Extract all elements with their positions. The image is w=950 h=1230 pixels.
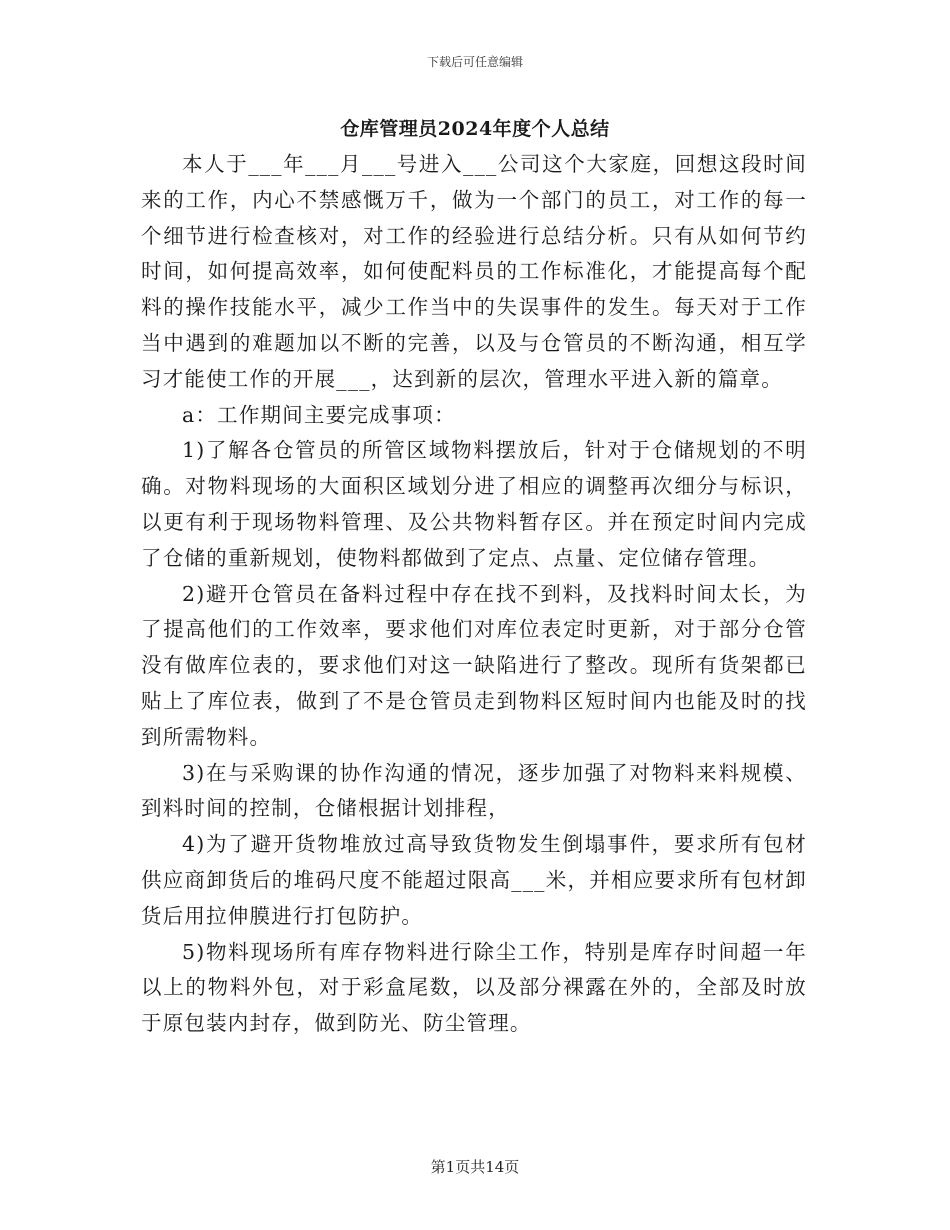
document-body [141,147,807,1042]
item-paragraph-2: 2)避开仓管员在备料过程中存在找不到料，及找料时间太长，为了提高他们的工作效率，要求他们对库位表定时更新，对于部分仓管没有做库位表的，要求他们对这一缺陷进行了整改。现所有货架都已贴上了库位表，做到了不是仓管员走到物料区短时间内也能及时的找到所需物料。 [141,581,807,749]
section-heading-a: a：工作期间主要完成事项： [182,402,456,427]
item-paragraph-5: 5)物料现场所有库存物料进行除尘工作，特别是库存时间超一年以上的物料外包，对于彩盒尾数，以及部分裸露在外的，全部及时放于原包装内封存，做到防光、防尘管理。 [141,939,807,1036]
item-paragraph-4: 4)为了避开货物堆放过高导致货物发生倒塌事件，要求所有包材供应商卸货后的堆码尺度不能超过限高___米，并相应要求所有包材卸货后用拉伸膜进行打包防护。 [141,832,807,928]
item-paragraph-3: 3)在与采购课的协作沟通的情况，逐步加强了对物料来料规模、到料时间的控制，仓储根据计划排程， [141,760,807,821]
page-header-note: 下载后可任意编辑 [426,55,523,69]
item-paragraph-1: 1)了解各仓管员的所管区域物料摆放后，针对于仓储规划的不明确。对物料现场的大面积区域划分进了相应的调整再次细分与标识，以更有利于现场物料管理、及公共物料暂存区。并在预定时间内完成了仓储的重新规划，使物料都做到了定点、点量、定位储存管理。 [141,438,807,570]
page-number-footer: 第1页共14页 [430,1158,520,1176]
intro-paragraph: 本人于___年___月___号进入___公司这个大家庭，回想这段时间来的工作，内心不禁感慨万千，做为一个部门的员工，对工作的每一个细节进行检查核对，对工作的经验进行总结分析。只有从如何节约时间，如何提高效率，如何使配料员的工作标准化，才能提高每个配料的操作技能水平，减少工作当中的失误事件的发生。每天对于工作当中遇到的难题加以不断的完善，以及与仓管员的不断沟通，相互学习才能使工作的开展___，达到新的层次，管理水平进入新的篇章。 [141,152,807,391]
document-title: 仓库管理员2024年度个人总结 [340,118,610,140]
